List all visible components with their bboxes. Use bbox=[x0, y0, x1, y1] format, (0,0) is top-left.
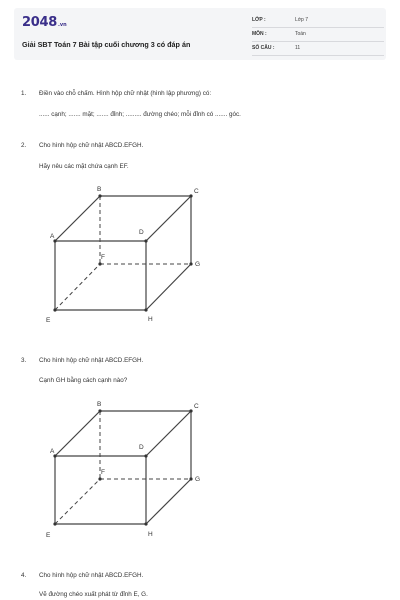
vertex-label-g: G bbox=[195, 476, 201, 483]
question-text: Hãy nêu các mặt chứa cạnh EF. bbox=[39, 163, 129, 170]
vertex-dot bbox=[189, 477, 192, 480]
question-number: 1. bbox=[21, 90, 27, 97]
vertex-label-c: C bbox=[194, 188, 199, 195]
question-number: 3. bbox=[21, 357, 27, 364]
vertex-label-h: H bbox=[148, 316, 153, 323]
meta-value: Toán bbox=[295, 31, 306, 37]
question-number: 2. bbox=[21, 142, 27, 149]
vertex-dot bbox=[189, 409, 192, 412]
vertex-dot bbox=[144, 522, 147, 525]
question-text: Điền vào chỗ chấm. Hình hộp chữ nhật (hình lập phương) có: bbox=[39, 90, 212, 97]
vertex-label-g: G bbox=[195, 261, 201, 268]
question-text: Cạnh GH bằng cách cạnh nào? bbox=[39, 377, 128, 384]
site-logo[interactable]: 2048.vn bbox=[22, 15, 67, 30]
question-number: 4. bbox=[21, 572, 27, 579]
vertex-label-h: H bbox=[148, 531, 153, 538]
vertex-label-e: E bbox=[46, 317, 51, 324]
vertex-label-b: B bbox=[97, 401, 102, 408]
edge-ab bbox=[55, 411, 100, 456]
document-title: Giải SBT Toán 7 Bài tập cuối chương 3 có đáp án bbox=[22, 40, 191, 49]
edge-hg bbox=[146, 479, 191, 524]
meta-label: SỐ CÂU : bbox=[252, 45, 275, 51]
meta-value: 11 bbox=[295, 45, 301, 51]
question-text: ...... cạnh; ....... mặt; ....... đỉnh; ......... đường chéo; mỗi đỉnh có ....... góc. bbox=[39, 111, 241, 118]
meta-value: Lớp 7 bbox=[295, 17, 309, 23]
vertex-label-e: E bbox=[46, 532, 51, 539]
hidden-edge-ef bbox=[55, 479, 100, 524]
vertex-label-f: F bbox=[101, 469, 105, 476]
question-text: Vẽ đường chéo xuất phát từ đỉnh E, G. bbox=[39, 591, 148, 598]
question-text: Cho hình hộp chữ nhật ABCD.EFGH. bbox=[39, 357, 144, 364]
vertex-label-c: C bbox=[194, 403, 199, 410]
meta-label: LỚP : bbox=[252, 17, 266, 23]
vertex-label-a: A bbox=[50, 448, 55, 455]
vertex-label-f: F bbox=[101, 254, 105, 261]
vertex-dot bbox=[144, 454, 147, 457]
vertex-label-b: B bbox=[97, 186, 102, 193]
question-text: Cho hình hộp chữ nhật ABCD.EFGH. bbox=[39, 142, 144, 149]
vertex-label-d: D bbox=[139, 229, 144, 236]
vertex-dot bbox=[53, 522, 56, 525]
meta-label: MÔN : bbox=[252, 31, 267, 37]
vertex-dot bbox=[98, 477, 101, 480]
vertex-label-a: A bbox=[50, 233, 55, 240]
question-text: Cho hình hộp chữ nhật ABCD.EFGH. bbox=[39, 572, 144, 579]
vertex-dot bbox=[98, 409, 101, 412]
vertex-label-d: D bbox=[139, 444, 144, 451]
edge-dc bbox=[146, 411, 191, 456]
